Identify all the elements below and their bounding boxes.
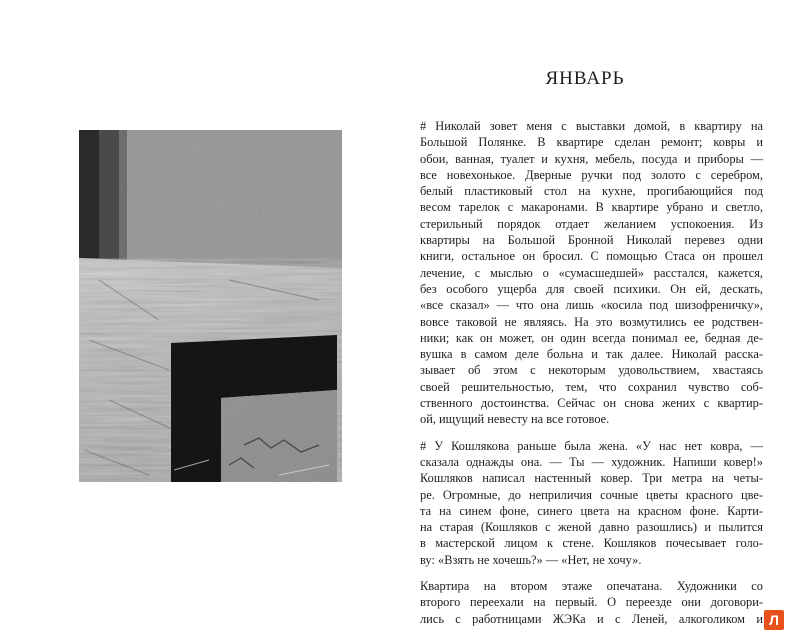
text-line: ву: «Взять не хочешь?» — «Нет, не хочу». — [420, 552, 642, 567]
text-line: ре. Огромные, до неприличия сочные цветы красного цве- — [420, 487, 763, 502]
chapter-title: ЯНВАРЬ — [545, 68, 625, 89]
text-line: в мастерской лицом к стене. Кошляков почесывает голо- — [420, 536, 763, 551]
text-line: ственного достоинства. Сейчас он снова жених с квартир- — [420, 396, 763, 411]
text-line: # У Кошлякова раньше была жена. «У нас нет ковра, — — [420, 438, 763, 453]
text-line: лись с работницами ЖЭКа и с Леней, алкоголиком и — [420, 611, 763, 626]
text-line: белый пластиковый стол на кухне, прогибающийся под — [420, 184, 763, 199]
text-line: весом тарелок с макаронами. В квартире убрано и светло, — [420, 200, 763, 215]
text-line: вушка в самом деле больна и так далее. Николай расска- — [420, 347, 763, 362]
text-line: Квартира на втором этаже опечатана. Художники со — [420, 579, 763, 594]
text-line: Кошляков написал настенный ковер. Три метра на четы- — [420, 471, 763, 486]
paragraph — [420, 438, 763, 568]
text-line: # Николай зовет меня с выставки домой, в квартиру на — [420, 119, 763, 133]
text-line: та на синем фоне, синего цвета на красном фоне. Карти- — [420, 503, 763, 518]
litres-logo-icon: Л — [764, 610, 784, 630]
text-line: своей решительностью, тем, что сохранил чувство соб- — [420, 379, 763, 394]
text-line: ники; как он может, он один всегда понимал ее, бедная де- — [420, 330, 763, 345]
paragraph — [420, 118, 763, 428]
text-line: ой, ищущий невесту на все готовое. — [420, 412, 610, 427]
text-line: лечение, с мыслью о «сумасшедшей» расстался, кажется, — [420, 265, 763, 280]
text-line: квартиры на Большой Бронной Николай перевез одни — [420, 233, 763, 248]
text-line: сказала однажды она. — Ты — художник. Напиши ковер!» — [420, 454, 763, 469]
text-line: без особого ущерба для своей психики. Он ей, дескать, — [420, 281, 763, 296]
text-line: Большой Полянке. В квартире сделан ремонт; ковры и — [420, 135, 763, 150]
text-line: второго переехали на первый. О переезде они договори- — [420, 595, 763, 610]
text-line: «все сказал» — что она лишь «косила под шизофреничку», — [420, 298, 763, 313]
text-line: вовсе таковой не являясь. На это возмутились ее родствен- — [420, 314, 763, 329]
concrete-wall-photograph — [79, 130, 342, 482]
body-text — [420, 118, 763, 627]
paragraph — [420, 578, 763, 627]
text-line: обои, ванная, туалет и кухня, мебель, посуда и приборы — — [420, 151, 763, 166]
text-line: зывает об этом с некоторым удовольствием, хвастаясь — [420, 363, 763, 378]
text-line: стерильный порядок отдает желанием успокоения. Из — [420, 216, 763, 231]
text-line: на старая (Кошляков с женой давно разошлись) и пылится — [420, 520, 763, 535]
text-line: книги, остальное он бросил. С помощью Стаса он прошел — [420, 249, 763, 264]
text-line: все новехонькое. Дверные ручки под золото с серебром, — [420, 167, 763, 182]
